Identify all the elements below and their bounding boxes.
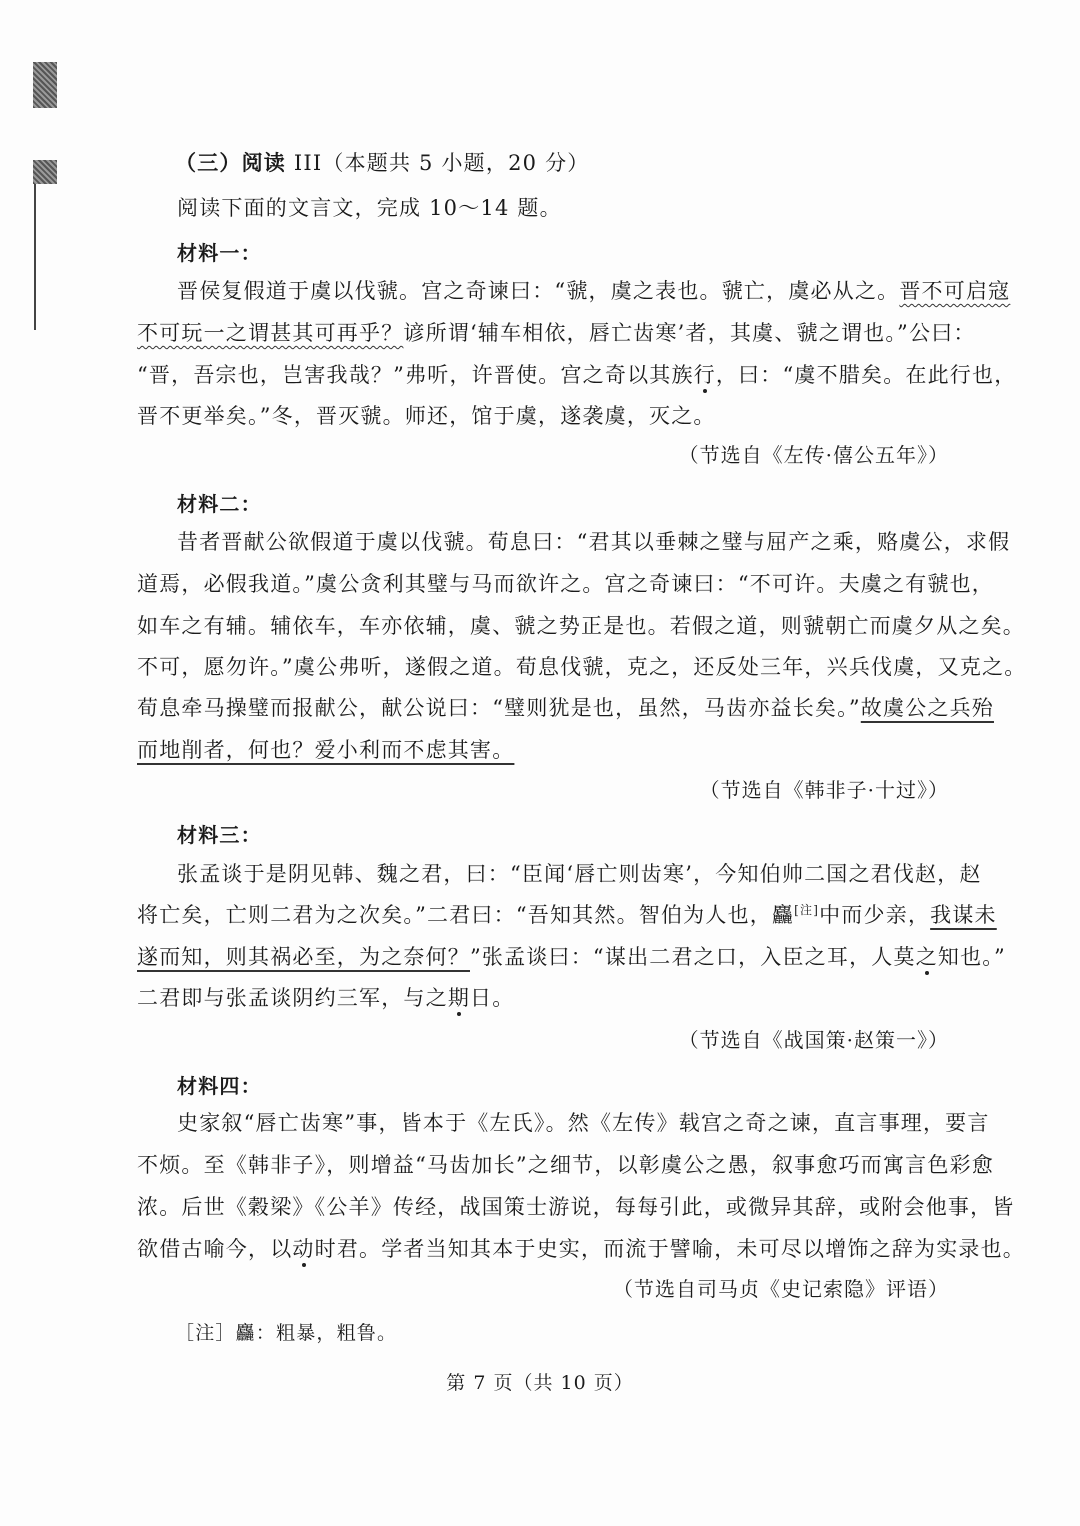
- text-run: 时君。学者当知其本于史实，而流于譬喻，未可尽以增饰之辞为实录也。: [314, 1237, 1026, 1261]
- material-1-line: 晋不更举矣。”冬，晋灭虢。师还，馆于虞，遂袭虞，灭之。: [137, 404, 716, 428]
- material-1-line: [137, 318, 976, 348]
- material-4-source: （节选自司马贞《史记索隐》评语）: [613, 1277, 949, 1301]
- material-2-line: [137, 693, 994, 723]
- text-run: ”张孟谈曰：“谋出二君之口，入臣之耳，人莫: [470, 945, 916, 969]
- dotted-word: 动: [292, 1237, 315, 1261]
- underlined-text: 而地削者，何也？爱小利而不虑其害。: [137, 738, 515, 762]
- text-run: 将亡矣，亡则二君为之次矣。”二君曰：“吾知其然。智伯为人也，麤: [137, 903, 795, 927]
- material-4-label: 材料四：: [177, 1074, 262, 1098]
- material-3-label: 材料三：: [177, 823, 262, 847]
- footnote-marker: [注]: [794, 903, 820, 917]
- wavy-underlined-text: 晋不可启寇: [899, 279, 1011, 303]
- material-4-line: 不烦。至《韩非子》，则增益“马齿加长”之细节，以彰虞公之愚，叙事愈巧而寓言色彩愈: [137, 1153, 994, 1177]
- material-3-line: [137, 942, 1006, 972]
- underlined-text: 我谋未: [930, 903, 997, 927]
- section-title-suffix: （本题共 5 小题，20 分）: [322, 151, 590, 175]
- material-1-label: 材料一：: [177, 241, 262, 265]
- material-2-source: （节选自《韩非子·十过》）: [699, 778, 949, 802]
- material-3-line: 张孟谈于是阴见韩、魏之君，曰：“臣闻‘唇亡则齿寒’，今知伯帅二国之君伐赵，赵: [177, 862, 982, 886]
- text-run: 日。: [470, 986, 515, 1010]
- material-3-source: （节选自《战国策·赵策一》）: [678, 1028, 949, 1052]
- material-1-line: [177, 276, 1010, 306]
- section-title-roman: III: [286, 151, 323, 175]
- dotted-word: 行: [693, 363, 716, 387]
- underlined-text: 遂而知，则其祸必至，为之奈何？: [137, 945, 470, 969]
- text-run: 晋侯复假道于虞以伐虢。宫之奇谏曰：“虢，虞之表也。虢亡，虞必从之。: [177, 279, 900, 303]
- scan-artifact: [33, 160, 57, 184]
- material-3-line: [137, 983, 514, 1013]
- material-4-line: [137, 1234, 1025, 1264]
- scan-artifact: [33, 62, 57, 108]
- material-3-line: [137, 900, 997, 930]
- text-run: 欲借古喻今，以: [137, 1237, 293, 1261]
- wavy-underlined-text: 不可玩一之谓甚其可再乎？: [137, 321, 404, 345]
- material-2-line: 昔者晋献公欲假道于虞以伐虢。荀息曰：“君其以垂棘之璧与屈产之乘，赂虞公，求假: [177, 530, 1011, 554]
- dotted-word: 之: [915, 945, 938, 969]
- scan-artifact-line: [34, 184, 36, 330]
- text-run: 知也。”: [937, 945, 1006, 969]
- material-1-line: [137, 360, 1016, 390]
- text-run: 谚所谓‘辅车相依，唇亡齿寒’者，其虞、虢之谓也。”公曰：: [403, 321, 976, 345]
- underlined-text: 故虞公之兵殆: [860, 696, 994, 720]
- text-run: ，曰：“虞不腊矣。在此行也，: [715, 363, 1017, 387]
- material-4-line: 浓。后世《穀梁》《公羊》传经，战国策士游说，每每引此，或微异其辞，或附会他事，皆: [137, 1195, 1015, 1219]
- text-run: “晋，吾宗也，岂害我哉？”弗听，许晋使。宫之奇以其族: [137, 363, 694, 387]
- section-title: [175, 148, 589, 178]
- material-2-label: 材料二：: [177, 492, 262, 516]
- text-run: 二君即与张孟谈阴约三军，与之: [137, 986, 448, 1010]
- page-footer: 第 7 页（共 10 页）: [446, 1372, 634, 1394]
- material-4-line: 史家叙“唇亡齿寒”事，皆本于《左氏》。然《左传》载宫之奇之谏，直言事理，要言: [177, 1111, 990, 1135]
- footnote: ［注］麤：粗暴，粗鲁。: [175, 1322, 398, 1344]
- section-instruction: 阅读下面的文言文，完成 10～14 题。: [177, 196, 562, 220]
- dotted-word: 期: [447, 986, 471, 1010]
- material-2-line: 道焉，必假我道。”虞公贪利其璧与马而欲许之。宫之奇谏曰：“不可许。夫虞之有虢也，: [137, 572, 994, 596]
- material-2-line: [137, 735, 514, 765]
- material-2-line: 不可，愿勿许。”虞公弗听，遂假之道。荀息伐虢，克之，还反处三年，兴兵伐虞，又克之。: [137, 655, 1027, 679]
- section-title-text: （三）阅读: [175, 151, 286, 175]
- material-2-line: 如车之有辅。辅依车，车亦依辅，虞、虢之势正是也。若假之道，则虢朝亡而虞夕从之矣。: [137, 614, 1025, 638]
- material-1-source: （节选自《左传·僖公五年》）: [678, 443, 949, 467]
- text-run: 荀息牵马操璧而报献公，献公说曰：“璧则犹是也，虽然，马齿亦益长矣。”: [137, 696, 861, 720]
- text-run: 中而少亲，: [819, 903, 931, 927]
